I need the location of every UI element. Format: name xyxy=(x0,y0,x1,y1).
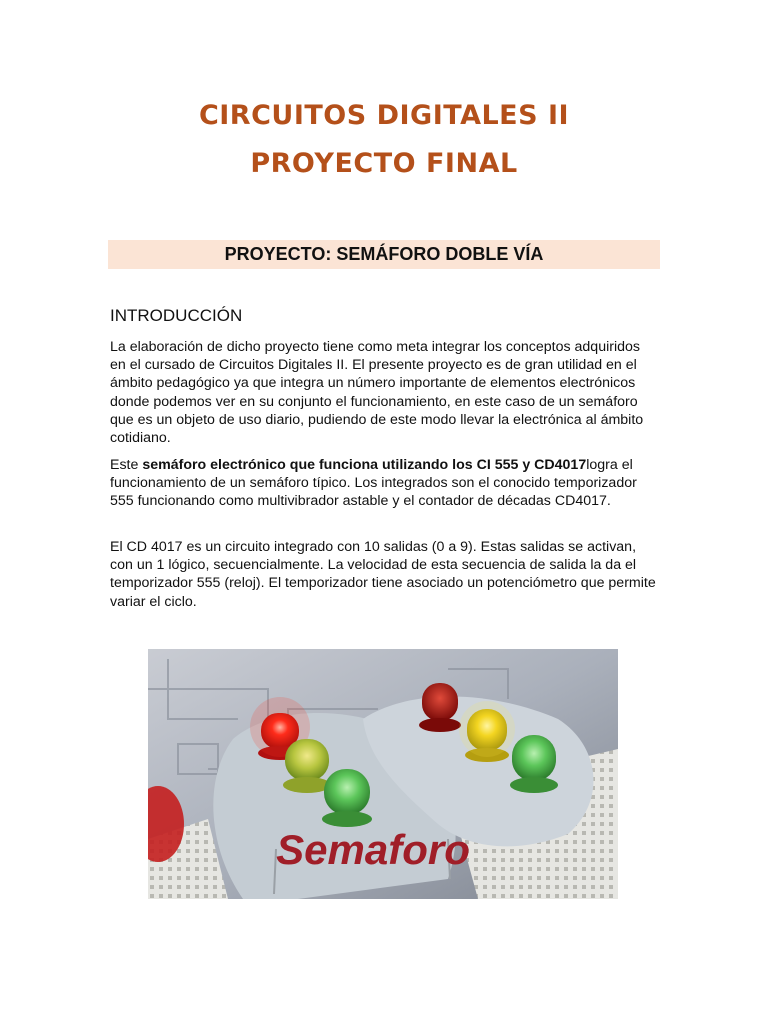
paragraph-2-rest: logra el funcionamiento de un semáforo típico. Los integrados son el conocido temporizador 555 funcionando como multivibrador astable y el contador de décadas CD4017. xyxy=(110,457,637,510)
section-heading-introduccion: INTRODUCCIÓN xyxy=(110,306,243,325)
traffic-light-illustration xyxy=(148,649,618,899)
document-title: CIRCUITOS DIGITALES II xyxy=(198,100,570,131)
paragraph-2-prefix: Este xyxy=(110,457,143,473)
project-banner-text: PROYECTO: SEMÁFORO DOBLE VÍA xyxy=(224,244,544,264)
photo-caption: Semaforo xyxy=(276,826,470,873)
intro-paragraph-1: La elaboración de dicho proyecto tiene como meta integrar los conceptos adquiridos en el cursado de Circuitos Digitales II. El presente proyecto es de gran utilidad en el ámbito pedagógico ya que integra un número importante de elementos electrónicos donde podemos ver en su conjunto el funcionamiento, en este caso de un semáforo que es un objeto de uso diario, pudiendo de este modo llevar la electrónica al ámbito cotidiano. xyxy=(110,339,644,447)
paragraph-2-bold: semáforo electrónico que funciona utilizando los CI 555 y CD4017 xyxy=(142,457,587,473)
intro-paragraph-3: El CD 4017 es un circuito integrado con 10 salidas (0 a 9). Estas salidas se activan, con un 1 lógico, secuencialmente. La velocidad de esta secuencia de salida la da el temporizador 555 (reloj). El temporizador tiene asociado un potenciómetro que permite variar el ciclo. xyxy=(110,539,656,610)
traffic-light-photo xyxy=(148,649,618,899)
document-subtitle: PROYECTO FINAL xyxy=(250,148,518,179)
intro-paragraph-2 xyxy=(110,456,658,511)
project-banner xyxy=(108,240,660,269)
